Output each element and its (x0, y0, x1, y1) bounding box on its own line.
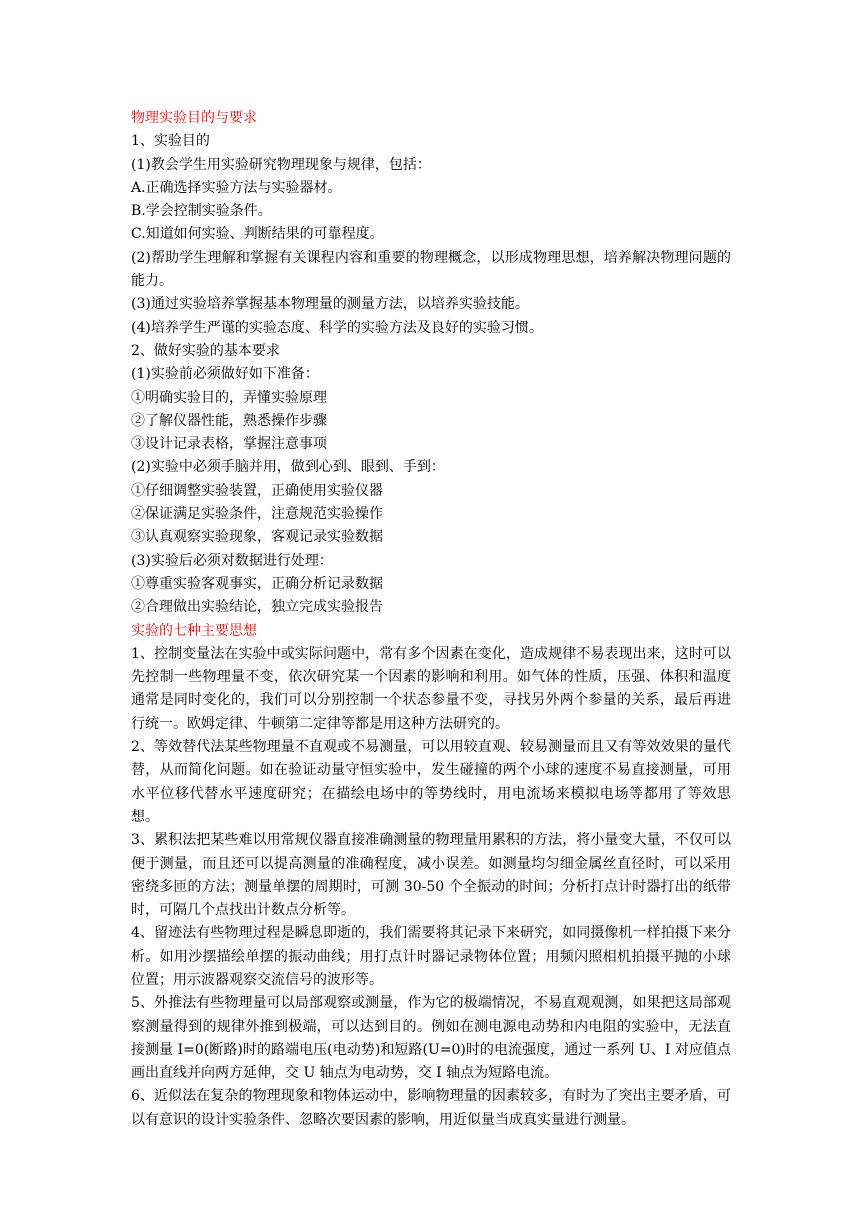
text-paragraph: (2)帮助学生理解和掌握有关课程内容和重要的物理概念，以形成物理思想，培养解决物理问题的能力。 (131, 249, 731, 290)
method-paragraph: 4、留迹法有些物理过程是瞬息即逝的，我们需要将其记录下来研究，如同摄像机一样拍摄下来分析。如用沙摆描绘单摆的振动曲线；用打点计时器记录物体位置；用频闪照相机拍摄平抛的小球位置；用示波器观察交流信号的波形等。 (131, 925, 731, 988)
text-line: B.学会控制实验条件。 (131, 203, 272, 220)
text-line: ②保证满足实验条件，注意规范实验操作 (131, 506, 383, 523)
method-paragraph: 2、等效替代法某些物理量不直观或不易测量，可以用较直观、较易测量而且又有等效效果的量代替，从而简化问题。如在验证动量守恒实验中，发生碰撞的两个小球的速度不易直接测量，可用水平位移代替水平速度研究；在描绘电场中的等势线时，用电流场来模拟电场等都用了等效思想。 (131, 739, 731, 825)
text-line: C.知道如何实验、判断结果的可靠程度。 (131, 226, 384, 243)
text-line: ①明确实验目的，弄懂实验原理 (131, 389, 327, 406)
text-line: (1)教会学生用实验研究物理现象与规律，包括： (131, 156, 431, 173)
section-heading-goals: 物理实验目的与要求 (131, 110, 257, 126)
text-line: 2、做好实验的基本要求 (131, 342, 280, 359)
text-line: (3)实验后必须对数据进行处理： (131, 552, 333, 569)
text-line: ②合理做出实验结论，独立完成实验报告 (131, 599, 383, 616)
method-paragraph: 1、控制变量法在实验中或实际问题中，常有多个因素在变化，造成规律不易表现出来，这时可以先控制一些物理量不变，依次研究某一个因素的影响和利用。如气体的性质，压强、体积和温度通常是同时变化的，我们可以分别控制一个状态参量不变，寻找另外两个参量的关系，最后再进行统一。欧姆定律、牛顿第二定律等都是用这种方法研究的。 (131, 645, 731, 732)
section-heading-methods: 实验的七种主要思想 (131, 622, 257, 639)
text-line: (2)实验中必须手脑并用，做到心到、眼到、手到： (131, 459, 445, 476)
text-line: ①仔细调整实验装置，正确使用实验仪器 (131, 482, 383, 499)
text-line: 1、实验目的 (131, 133, 210, 150)
method-paragraph: 6、近似法在复杂的物理现象和物体运动中，影响物理量的因素较多，有时为了突出主要矛盾，可以有意识的设计实验条件、忽略次要因素的影响，用近似量当成真实量进行测量。 (131, 1088, 731, 1128)
text-line: (1)实验前必须做好如下准备： (131, 366, 319, 383)
method-paragraph: 3、累积法把某些难以用常规仪器直接准确测量的物理量用累积的方法，将小量变大量，不仅可以便于测量，而且还可以提高测量的准确程度，减小误差。如测量均匀细金属丝直径时，可以采用密绕多匝的方法；测量单摆的周期时，可测 30-50 个全振动的时间；分析打点计时器打出的纸带时，可隔几个点找出计数点分析等。 (131, 832, 731, 919)
text-line: ③认真观察实验现象，客观记录实验数据 (131, 529, 383, 546)
text-line: A.正确选择实验方法与实验器材。 (131, 179, 342, 196)
method-paragraph: 5、外推法有些物理量可以局部观察或测量，作为它的极端情况，不易直观观测，如果把这局部观察测量得到的规律外推到极端，可以达到目的。例如在测电源电动势和内电阻的实验中，无法直接测量 I=0(断路)时的路端电压(电动势)和短路(U=0)时的电流强度，通过一系列 U、I 对应值点画出直线并向两方延伸，交 U 轴点为电动势，交 I 轴点为短路电流。 (131, 995, 731, 1082)
text-line: ①尊重实验客观事实，正确分析记录数据 (131, 575, 383, 592)
text-line: ②了解仪器性能，熟悉操作步骤 (131, 412, 327, 429)
document-page (131, 107, 731, 1132)
text-line: ③设计记录表格，掌握注意事项 (131, 436, 327, 453)
text-line: (4)培养学生严谨的实验态度、科学的实验方法及良好的实验习惯。 (131, 319, 543, 336)
text-line: (3)通过实验培养掌握基本物理量的测量方法，以培养实验技能。 (131, 296, 529, 313)
